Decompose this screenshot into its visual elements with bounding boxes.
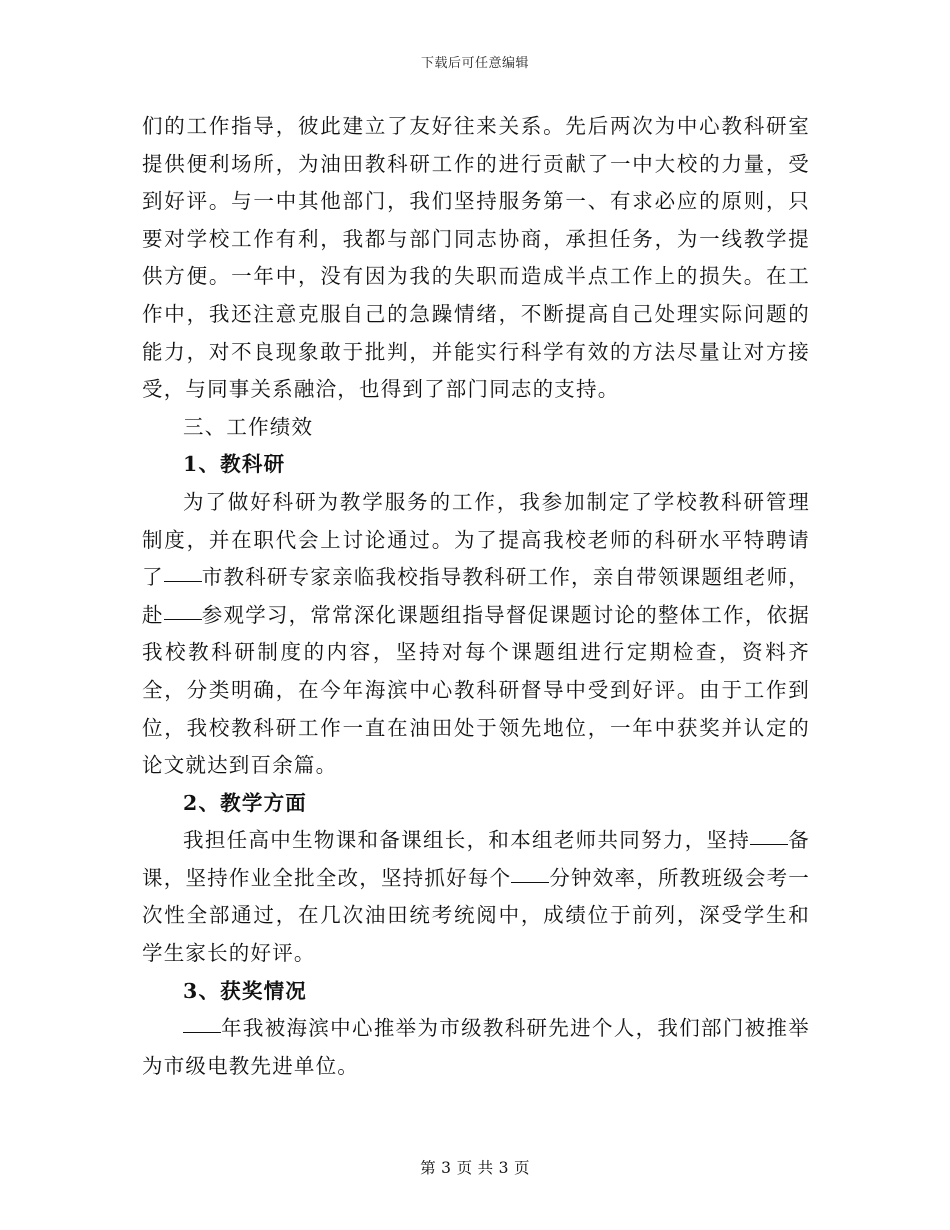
- blank-underline: [750, 823, 788, 846]
- paragraph-teaching-part-2: 备课，坚持作业全批全改，坚持抓好每个: [142, 828, 811, 890]
- paragraph-research: [142, 484, 810, 785]
- paragraph-research-part-2: 市教科研专家亲临我校指导教科研工作，亲自带领课题组老师，赴: [142, 565, 810, 627]
- paragraph-teaching: [142, 822, 810, 972]
- paragraph-work-guidance: 们的工作指导，彼此建立了友好往来关系。先后两次为中心教科研室提供便利场所，为油田教科研工作的进行贡献了一中大校的力量，受到好评。与一中其他部门，我们坚持服务第一、有求必应的原则，只要对学校工作有利，我都与部门同志协商，承担任务，为一线教学提供方便。一年中，没有因为我的失职而造成半点工作上的损失。在工作中，我还注意克服自己的急躁情绪，不断提高自己处理实际问题的能力，对不良现象敢于批判，并能实行科学有效的方法尽量让对方接受，与同事关系融洽，也得到了部门同志的支持。: [142, 114, 810, 402]
- page-footer: 第 3 页 共 3 页: [420, 1159, 530, 1177]
- subheading-awards: 3、获奖情况: [183, 978, 307, 1003]
- subheading-research: 1、教科研: [183, 452, 286, 477]
- document-body: [142, 108, 810, 1085]
- blank-underline: [511, 860, 549, 883]
- page-header: 下载后可任意编辑: [420, 56, 529, 71]
- paragraph-research-part-3: 参观学习，常常深化课题组指导督促课题讨论的整体工作，依据我校教科研制度的内容，坚持对每个课题组进行定期检查，资料齐全，分类明确，在今年海滨中心教科研督导中受到好评。由于工作到位，我校教科研工作一直在油田处于领先地位，一年中获奖并认定的论文就达到百余篇。: [142, 602, 810, 778]
- section-heading-work-performance: 三、工作绩效: [183, 414, 314, 439]
- paragraph-awards: [142, 1010, 810, 1085]
- blank-underline: [164, 560, 202, 583]
- paragraph-research-part-1: 为了做好科研为教学服务的工作，我参加制定了学校教科研管理制度，并在职代会上讨论通过。为了提高我校老师的科研水平特聘请了: [142, 489, 810, 590]
- paragraph-teaching-part-3: 分钟效率，所教班级会考一次性全部通过，在几次油田统考统阅中，成绩位于前列，深受学生和学生家长的好评。: [142, 865, 810, 966]
- blank-underline: [183, 1011, 221, 1034]
- paragraph-awards-text: 年我被海滨中心推举为市级教科研先进个人，我们部门被推举为市级电教先进单位。: [142, 1016, 810, 1078]
- paragraph-teaching-part-1: 我担任高中生物课和备课组长，和本组老师共同努力，坚持: [183, 828, 751, 853]
- subheading-teaching: 2、教学方面: [183, 790, 307, 815]
- blank-underline: [164, 597, 202, 620]
